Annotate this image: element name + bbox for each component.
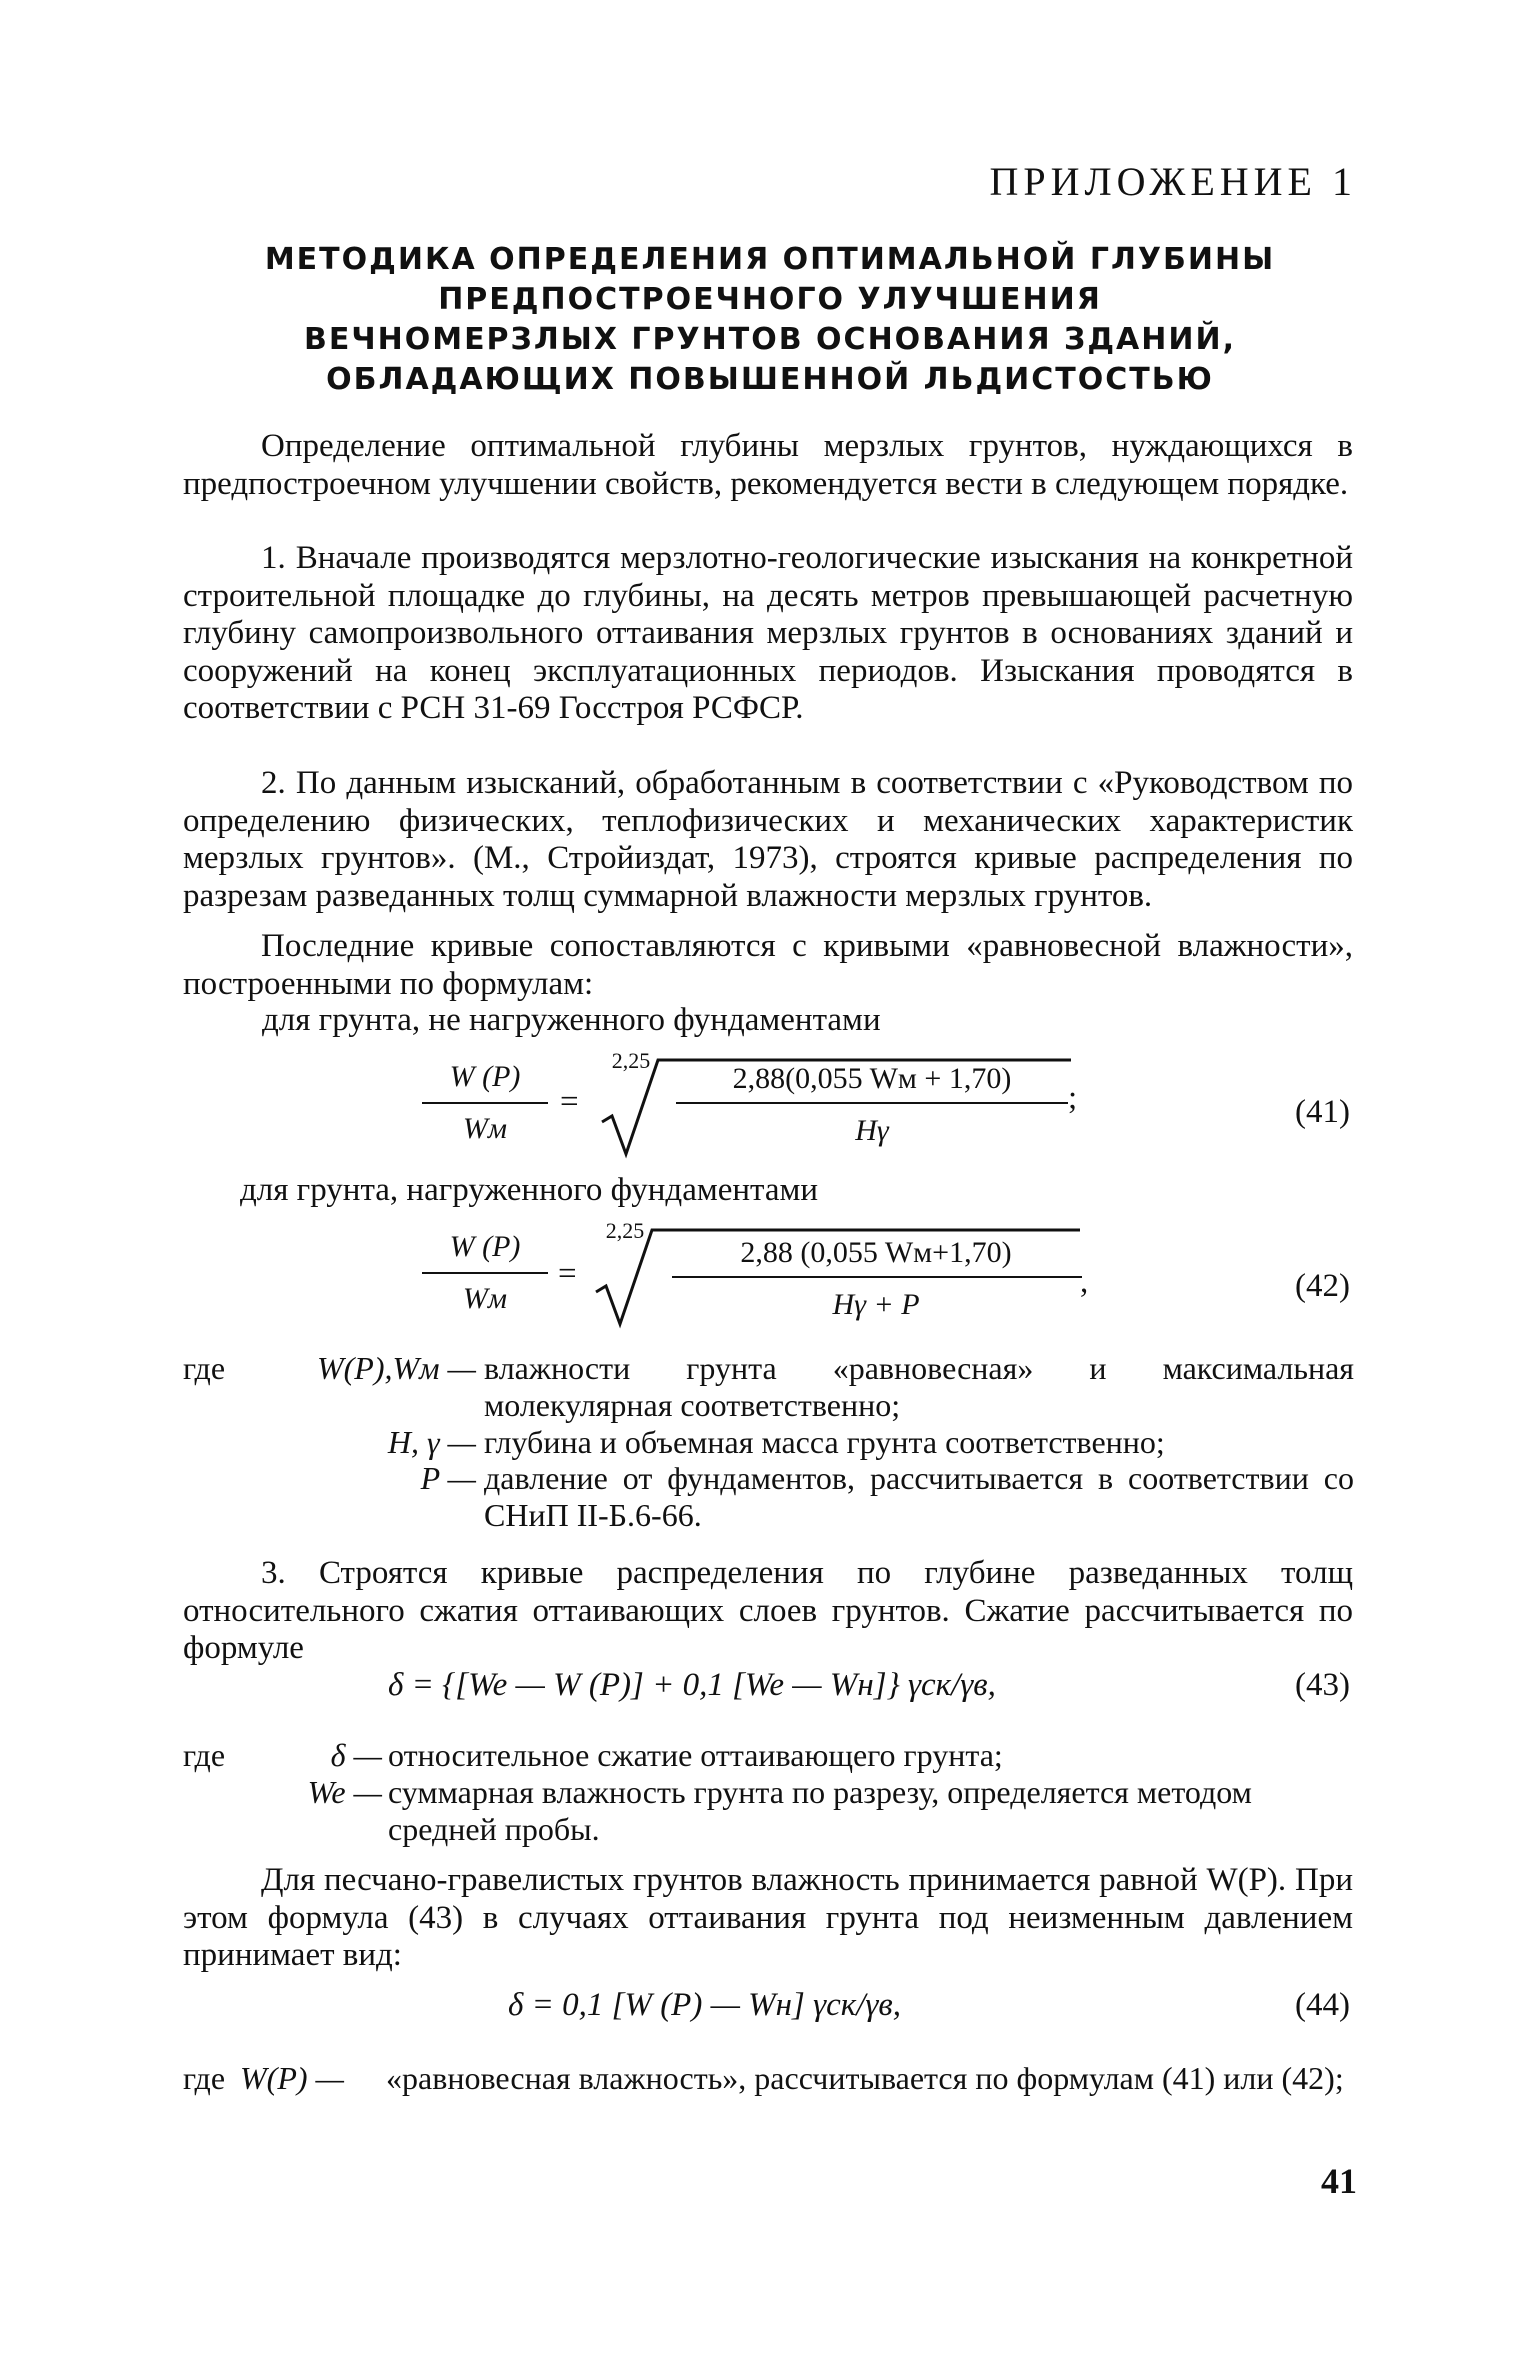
equation-43: δ = {[We — W (P)] + 0,1 [We — Wн]} γск/γв,	[388, 1667, 996, 1703]
legend-desc: глубина и объемная масса грунта соответственно;	[484, 1424, 1165, 1460]
legend-label: где	[183, 1737, 226, 1773]
legend-desc: относительное сжатие оттаивающего грунта;	[388, 1737, 1003, 1773]
legend-label: где	[183, 2060, 226, 2096]
paragraph-3: 3. Строятся кривые распределения по глубине разведанных толщ относительного сжатия оттаивающих слоев грунтов. Сжатие рассчитывается по формуле	[183, 1555, 1353, 1666]
appendix-label: ПРИЛОЖЕНИЕ 1	[989, 159, 1357, 204]
paragraph-4: Для песчано-гравелистых грунтов влажность принимается равной W(P). При этом формула (43) в случаях оттаивания грунта под неизменным давлением принимает вид:	[183, 1862, 1353, 1973]
eq41-number: (41)	[1295, 1094, 1350, 1130]
legend-term: P —	[420, 1460, 476, 1496]
paragraph-2: 2. По данным изысканий, обработанным в соответствии с «Руководством по определению физических, теплофизических и механических характеристик мерзлых грунтов». (М., Стройиздат, 1973), строятся кривые распределения по разрезам разведанных толщ суммарной влажности мерзлых грунтов.	[183, 765, 1353, 914]
eq41-equals: =	[560, 1084, 579, 1120]
eq41-bar	[676, 1102, 1068, 1104]
eq41-root-index: 2,25	[611, 1048, 651, 1073]
eq42-lhs-numerator: W (P)	[449, 1230, 521, 1263]
eq41-numerator: 2,88(0,055 Wм + 1,70)	[732, 1062, 1012, 1095]
eq42-lhs-bar	[422, 1272, 548, 1274]
eq42-denominator: Hγ + P	[832, 1288, 920, 1321]
paragraph-1: 1. Вначале производятся мерзлотно-геологические изыскания на конкретной строительной площадке до глубины, на десять метров превышающей расчетную глубину самопроизвольного оттаивания мерзлых грунтов в основаниях зданий и сооружений на конец эксплуатационных периодов. Изыскания проводятся в соответствии с РСН 31-69 Госстроя РСФСР.	[183, 540, 1353, 726]
eq42-root-index: 2,25	[605, 1218, 645, 1243]
legend-label: где	[183, 1350, 226, 1386]
eq43-number: (43)	[1295, 1667, 1350, 1703]
legend-term: W(P),Wм —	[316, 1350, 476, 1386]
legend-desc: давление от фундаментов, рассчитывается в соответствии со СНиП II-Б.6-66.	[484, 1460, 1354, 1533]
eq41-lhs-numerator: W (P)	[449, 1060, 521, 1093]
legend-term: δ —	[330, 1737, 382, 1773]
eq42-numerator: 2,88 (0,055 Wм+1,70)	[740, 1236, 1012, 1269]
title-line: МЕТОДИКА ОПРЕДЕЛЕНИЯ ОПТИМАЛЬНОЙ ГЛУБИНЫ	[264, 242, 1276, 277]
eq42-lhs-denominator: Wм	[462, 1282, 508, 1315]
equation-44: δ = 0,1 [W (P) — Wн] γск/γв,	[508, 1987, 901, 2023]
eq41-lhs-denominator: Wм	[462, 1112, 508, 1145]
legend-term: H, γ —	[387, 1424, 476, 1460]
document-title	[180, 240, 1360, 400]
legend-term: We —	[307, 1774, 382, 1810]
eq42-number: (42)	[1295, 1268, 1350, 1304]
legend-desc: «равновесная влажность», рассчитывается по формулам (41) или (42);	[386, 2060, 1344, 2096]
case-unloaded: для грунта, не нагруженного фундаментами	[262, 1002, 881, 1038]
eq41-punct: ;	[1068, 1080, 1078, 1116]
page-number: 41	[1321, 2161, 1357, 2201]
case-loaded: для грунта, нагруженного фундаментами	[240, 1172, 819, 1208]
title-line: ВЕЧНОМЕРЗЛЫХ ГРУНТОВ ОСНОВАНИЯ ЗДАНИЙ,	[304, 322, 1236, 357]
eq42-punct: ,	[1080, 1264, 1089, 1300]
eq42-equals: =	[558, 1256, 577, 1292]
intro-paragraph: Определение оптимальной глубины мерзлых грунтов, нуждающихся в предпостроечном улучшении свойств, рекомендуется вести в следующем порядке.	[183, 428, 1353, 502]
legend-term: W(P) —	[240, 2060, 344, 2096]
title-line: ПРЕДПОСТРОЕЧНОГО УЛУЧШЕНИЯ	[438, 282, 1102, 317]
title-line: ОБЛАДАЮЩИХ ПОВЫШЕННОЙ ЛЬДИСТОСТЬЮ	[326, 362, 1214, 397]
eq44-number: (44)	[1295, 1987, 1350, 2023]
paragraph-2b: Последние кривые сопоставляются с кривыми «равновесной влажности», построенными по формулам:	[183, 928, 1353, 1002]
eq42-bar	[672, 1276, 1082, 1278]
eq41-lhs-bar	[422, 1102, 548, 1104]
legend-desc: суммарная влажность грунта по разрезу, определяется методом средней пробы.	[388, 1774, 1252, 1847]
eq41-denominator: Hγ	[855, 1114, 889, 1147]
legend-desc: влажности грунта «равновесная» и максимальная молекулярная соответственно;	[484, 1350, 1354, 1423]
